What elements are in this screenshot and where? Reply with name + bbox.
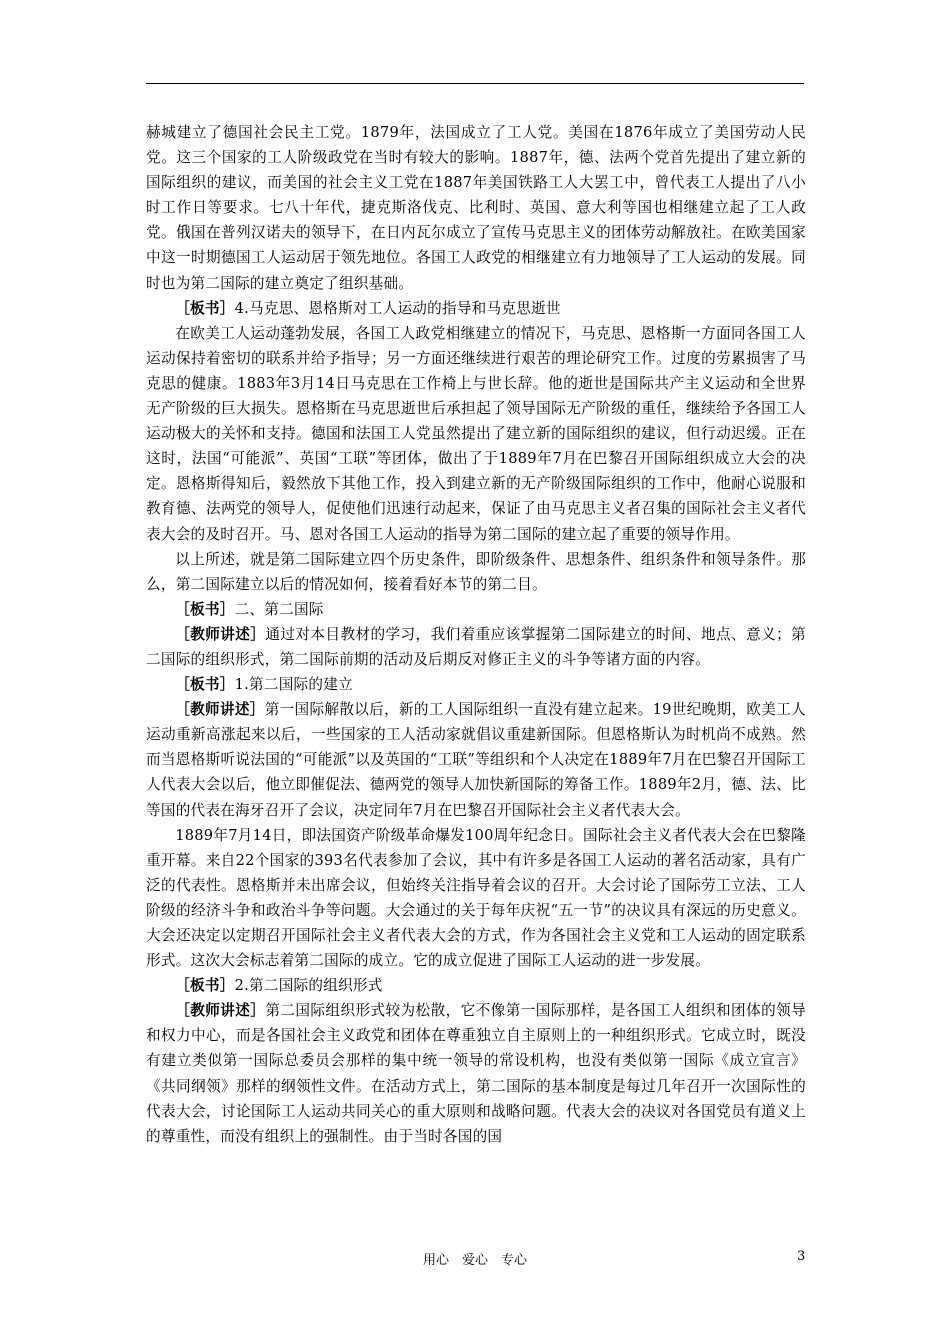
board-label: ［板书］ <box>175 299 235 317</box>
header-rule <box>146 83 804 84</box>
board-label: ［板书］ <box>175 600 235 618</box>
teacher-paragraph-founding <box>146 697 806 822</box>
board-heading-organization <box>146 973 806 998</box>
teacher-label: ［教师讲述］ <box>175 625 266 643</box>
board-heading-text: 二、第二国际 <box>234 600 324 618</box>
paragraph-summary: 以上所述，就是第二国际建立四个历史条件，即阶级条件、思想条件、组织条件和领导条件。那么，第二国际建立以后的情况如何，接着看好本节的第二目。 <box>146 550 806 593</box>
paragraph-congress-1889: 1889年7月14日，即法国资产阶级革命爆发100周年纪念日。国际社会主义者代表大会在巴黎隆重开幕。来自22个国家的393名代表参加了会议，其中有许多是各国工人运动的著名活动家，具有广泛的代表性。恩格斯并未出席会议，但始终关注指导着会议的召开。大会讨论了国际劳工立法、工人阶级的经济斗争和政治斗争等问题。大会通过的关于每年庆祝“五一节”的决议具有深远的历史意义。大会还决定以定期召开国际社会主义者代表大会的方式，作为各国社会主义党和工人运动的固定联系形式。这次大会标志着第二国际的成立。它的成立促进了国际工人运动的进一步发展。 <box>146 826 806 970</box>
footer-motto: 用心 爱心 专心 <box>422 1253 527 1268</box>
board-heading-founding <box>146 672 806 697</box>
teacher-text: 第二国际组织形式较为松散，它不像第一国际那样，是各国工人组织和团体的领导和权力中心，而是各国社会主义政党和团体在尊重独立自主原则上的一种组织形式。它成立时，既没有建立类似第一国际总委员会那样的集中统一领导的常设机构，也没有类似第一国际《成立宣言》《共同纲领》那样的纲领性文件。在活动方式上，第二国际的基本制度是每过几年召开一次国际性的代表大会，讨论国际工人运动共同关心的重大原则和战略问题。代表大会的决议对各国党员有道义上的尊重性，而没有组织上的强制性。由于当时各国的国 <box>146 1002 806 1145</box>
teacher-text: 通过对本目教材的学习，我们着重应该掌握第二国际建立的时间、地点、意义；第二国际的组织形式，第二国际前期的活动及后期反对修正主义的斗争等诸方面的内容。 <box>146 625 806 668</box>
board-heading-text: 1.第二国际的建立 <box>234 676 353 694</box>
teacher-label: ［教师讲述］ <box>175 1002 266 1020</box>
page-number: 3 <box>797 1249 806 1264</box>
board-label: ［板书］ <box>175 977 235 995</box>
document-body <box>146 120 806 1149</box>
teacher-text: 第一国际解散以后，新的工人国际组织一直没有建立起来。19世纪晚期，欧美工人运动重新高涨起来以后，一些国家的工人活动家就倡议重建新国际。但恩格斯认为时机尚不成熟。然而当恩格斯听说法国的“可能派”以及英国的“工联”等组织和个人决定在1889年7月在巴黎召开国际工人代表大会以后，他立即催促法、德两党的领导人加快新国际的筹备工作。1889年2月，德、法、比等国的代表在海牙召开了会议，决定同年7月在巴黎召开国际社会主义者代表大会。 <box>146 701 806 819</box>
paragraph-marx-engels: 在欧美工人运动蓬勃发展，各国工人政党相继建立的情况下，马克思、恩格斯一方面同各国工人运动保持着密切的联系并给予指导；另一方面还继续进行艰苦的理论研究工作。过度的劳累损害了马克思的健康。1883年3月14日马克思在工作椅上与世长辞。他的逝世是国际共产主义运动和全世界无产阶级的巨大损失。恩格斯在马克思逝世后承担起了领导国际无产阶级的重任，继续给予各国工人运动极大的关怀和支持。德国和法国工人党虽然提出了建立新的国际组织的建议，但行动迟缓。正在这时，法国“可能派”、英国“工联”等团体，做出了于1889年7月在巴黎召开国际组织成立大会的决定。恩格斯得知后，毅然放下其他工作，投入到建立新的无产阶级国际组织的工作中，他耐心说服和教育德、法两党的领导人，促使他们迅速行动起来，保证了由马克思主义者召集的国际社会主义者代表大会的及时召开。马、恩对各国工人运动的指导为第二国际的建立起了重要的领导作用。 <box>146 324 806 543</box>
paragraph-continued: 赫城建立了德国社会民主工党。1879年，法国成立了工人党。美国在1876年成立了美国劳动人民党。这三个国家的工人阶级政党在当时有较大的影响。1887年，德、法两个党首先提出了建立新的国际组织的建议，而美国的社会主义工党在1887年美国铁路工人大罢工中，曾代表工人提出了八小时工作日等要求。七八十年代，捷克斯洛伐克、比利时、英国、意大利等国也相继建立起了工人政党。俄国在普列汉诺夫的领导下，在日内瓦尔成立了宣传马克思主义的团体劳动解放社。在欧美国家中这一时期德国工人运动居于领先地位。各国工人政党的相继建立有力地领导了工人运动的发展。同时也为第二国际的建立奠定了组织基础。 <box>146 124 806 292</box>
teacher-paragraph-objectives <box>146 622 806 672</box>
board-heading-text: 2.第二国际的组织形式 <box>234 977 383 995</box>
board-heading-second-international <box>146 597 806 622</box>
teacher-paragraph-organization <box>146 998 806 1149</box>
board-heading-text: 4.马克思、恩格斯对工人运动的指导和马克思逝世 <box>234 299 561 317</box>
teacher-label: ［教师讲述］ <box>175 701 265 719</box>
board-heading-marx-engels <box>146 296 806 321</box>
board-label: ［板书］ <box>175 676 235 694</box>
